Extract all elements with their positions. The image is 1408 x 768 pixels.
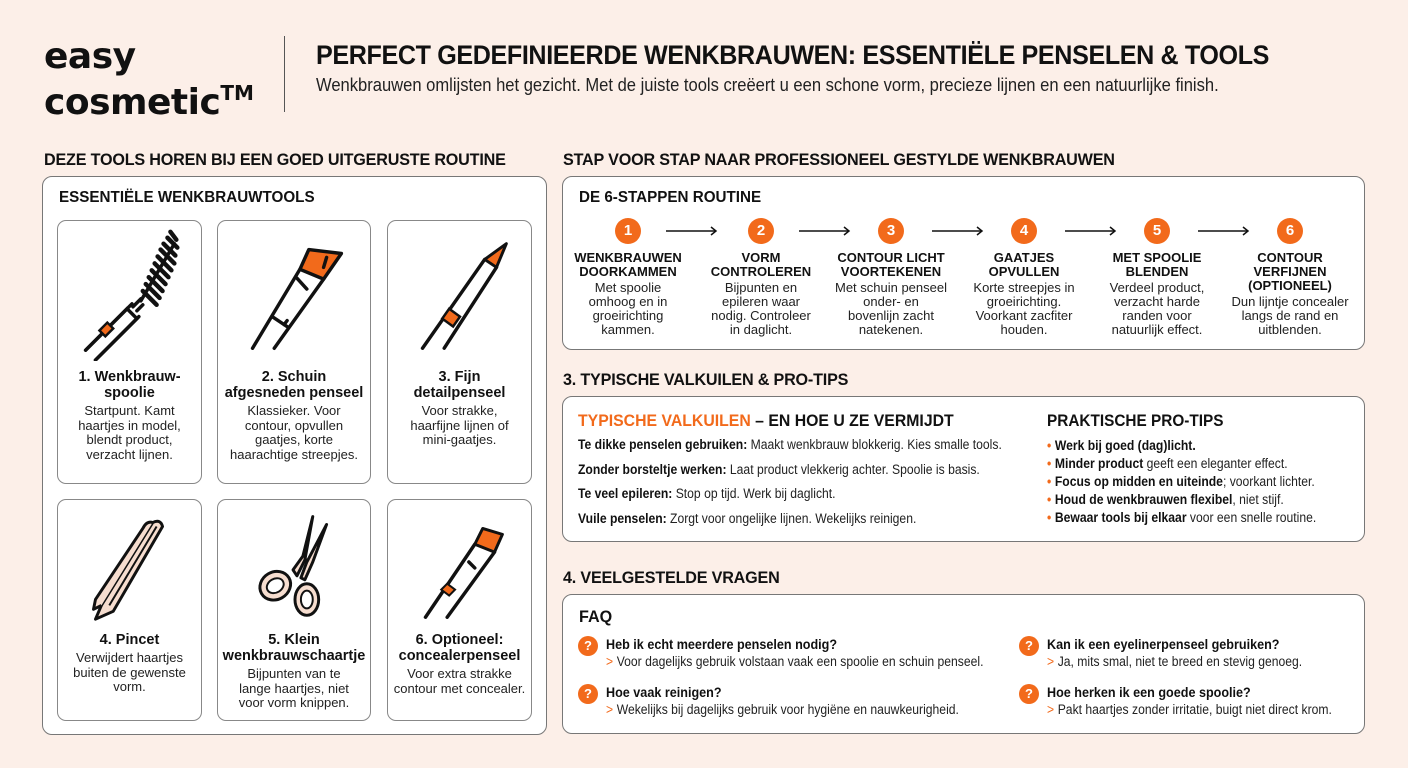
tool-description: Bijpunten van te lange haartjes, niet voor vorm knippen. bbox=[238, 666, 350, 710]
step-description: Verdeel product, verzacht harde randen voor natuurlijk effect. bbox=[1109, 280, 1205, 337]
scissors-icon bbox=[218, 500, 370, 625]
steps-section-heading: STAP VOOR STAP NAAR PROFESSIONEEL GESTYLDE WENKBRAUWEN bbox=[563, 150, 1115, 169]
faq-answer: > Wekelijks bij dagelijks gebruik voor hygiëne en nauwkeurigheid. bbox=[606, 702, 959, 717]
step-number-badge: 4 bbox=[1011, 218, 1037, 244]
pitfall-item: Te veel epileren: Stop op tijd. Werk bij daglicht. bbox=[578, 486, 836, 501]
step-title: CONTOUR LICHT VOORTEKENEN bbox=[837, 250, 945, 279]
tool-card-concealer-brush bbox=[387, 499, 532, 721]
step-description: Korte streepjes in groeirichting. Voorkant zacfiter houden. bbox=[973, 280, 1075, 337]
faq-answer: > Pakt haartjes zonder irritatie, buigt niet direct krom. bbox=[1047, 702, 1332, 717]
step-number-badge: 1 bbox=[615, 218, 641, 244]
bullet-icon: • bbox=[1047, 492, 1052, 507]
tool-name: 5. Klein wenkbrauwschaartje bbox=[222, 632, 366, 664]
tip-item: • Bewaar tools bij elkaar voor een snelle routine. bbox=[1047, 510, 1317, 525]
bullet-icon: • bbox=[1047, 510, 1052, 525]
tools-panel-title: ESSENTIËLE WENKBRAUWTOOLS bbox=[59, 189, 315, 206]
logo bbox=[44, 38, 254, 121]
tweezers-icon bbox=[58, 500, 201, 625]
step-title: MET SPOOLIE BLENDEN bbox=[1112, 250, 1202, 279]
tool-name: 3. Fijn detailpenseel bbox=[413, 369, 506, 401]
step-title: VORM CONTROLEREN bbox=[710, 250, 812, 279]
step-title: GAATJES OPVULLEN bbox=[988, 250, 1060, 279]
step-number-badge: 5 bbox=[1144, 218, 1170, 244]
question-icon: ? bbox=[1019, 636, 1039, 656]
faq-question: Hoe vaak reinigen? bbox=[606, 684, 722, 700]
bullet-icon: • bbox=[1047, 456, 1052, 471]
faq-answer: > Ja, mits smal, niet te breed en stevig genoeg. bbox=[1047, 654, 1303, 669]
tip-item: • Werk bij goed (dag)licht. bbox=[1047, 438, 1196, 453]
logo-tm: TM bbox=[220, 81, 254, 105]
tool-card-detail-brush bbox=[387, 220, 532, 484]
pitfall-item: Zonder borsteltje werken: Laat product vlekkerig achter. Spoolie is basis. bbox=[578, 462, 980, 477]
detail-brush-icon bbox=[388, 221, 531, 361]
tool-card-angled-brush bbox=[217, 220, 371, 484]
step-number-badge: 2 bbox=[748, 218, 774, 244]
spoolie-icon bbox=[58, 221, 201, 361]
faq-panel-title: FAQ bbox=[579, 607, 613, 626]
bullet-icon: • bbox=[1047, 438, 1052, 453]
step-6 bbox=[1225, 218, 1355, 337]
step-description: Bijpunten en epileren waar nodig. Controleer in daglicht. bbox=[711, 280, 811, 337]
pitfall-item: Vuile penselen: Zorgt voor ongelijke lijnen. Wekelijks reinigen. bbox=[578, 511, 917, 526]
faq-section-heading: 4. VEELGESTELDE VRAGEN bbox=[563, 568, 780, 587]
faq-item[interactable] bbox=[1019, 636, 1359, 672]
faq-answer: > Voor dagelijks gebruik volstaan vaak een spoolie en schuin penseel. bbox=[606, 654, 984, 669]
step-number-badge: 3 bbox=[878, 218, 904, 244]
logo-line2: cosmetic bbox=[44, 82, 221, 123]
faq-question: Hoe herken ik een goede spoolie? bbox=[1047, 684, 1251, 700]
step-title: WENKBRAUWEN DOORKAMMEN bbox=[574, 250, 682, 279]
step-description: Met spoolie omhoog en in groeirichting kammen. bbox=[588, 280, 668, 337]
pitfall-item: Te dikke penselen gebruiken: Maakt wenkbrauw blokkerig. Kies smalle tools. bbox=[578, 437, 1002, 452]
faq-item[interactable] bbox=[1019, 684, 1359, 720]
tool-name: 1. Wenkbrauw- spoolie bbox=[78, 369, 181, 401]
angled-brush-icon bbox=[218, 221, 370, 361]
tip-item: • Minder product geeft een eleganter effect. bbox=[1047, 456, 1288, 471]
step-description: Dun lijntje concealer langs de rand en uitblenden. bbox=[1231, 294, 1349, 337]
tool-card-spoolie bbox=[57, 220, 202, 484]
tips-title: PRAKTISCHE PRO-TIPS bbox=[1047, 412, 1224, 430]
steps-panel-title: DE 6-STAPPEN ROUTINE bbox=[579, 189, 762, 206]
tool-description: Voor strakke, haarfijne lijnen of mini-gaatjes. bbox=[410, 403, 509, 447]
step-description: Met schuin penseel onder- en bovenlijn zacht natekenen. bbox=[834, 280, 947, 337]
tool-name: 2. Schuin afgesneden penseel bbox=[224, 369, 364, 401]
tool-card-tweezers bbox=[57, 499, 202, 721]
page-title: PERFECT GEDEFINIEERDE WENKBRAUWEN: ESSENTIËLE PENSELEN & TOOLS bbox=[316, 40, 1270, 70]
tip-item: • Focus op midden en uiteinde; voorkant lichter. bbox=[1047, 474, 1315, 489]
faq-question: Kan ik een eyelinerpenseel gebruiken? bbox=[1047, 636, 1280, 652]
question-icon: ? bbox=[578, 636, 598, 656]
concealer-brush-icon bbox=[388, 500, 531, 625]
tool-description: Klassieker. Voor contour, opvullen gaatjes, korte haarachtige streepjes. bbox=[230, 403, 358, 462]
bullet-icon: • bbox=[1047, 474, 1052, 489]
header-divider bbox=[284, 36, 285, 112]
question-icon: ? bbox=[1019, 684, 1039, 704]
step-title: CONTOUR VERFIJNEN (OPTIONEEL) bbox=[1248, 250, 1332, 293]
logo-line1: easy bbox=[44, 36, 136, 77]
tool-name: 4. Pincet bbox=[99, 632, 160, 648]
step-number-badge: 6 bbox=[1277, 218, 1303, 244]
header bbox=[0, 0, 1408, 130]
tools-section-heading: DEZE TOOLS HOREN BIJ EEN GOED UITGERUSTE ROUTINE bbox=[44, 150, 506, 169]
tip-item: • Houd de wenkbrauwen flexibel, niet stijf. bbox=[1047, 492, 1284, 507]
tool-name: 6. Optioneel: concealerpenseel bbox=[398, 632, 521, 664]
question-icon: ? bbox=[578, 684, 598, 704]
tool-description: Verwijdert haartjes buiten de gewenste vorm. bbox=[73, 650, 186, 694]
tool-card-scissors bbox=[217, 499, 371, 721]
tool-description: Voor extra strakke contour met concealer. bbox=[393, 666, 526, 696]
faq-question: Heb ik echt meerdere penselen nodig? bbox=[606, 636, 838, 652]
faq-item[interactable] bbox=[578, 684, 1008, 720]
tool-description: Startpunt. Kamt haartjes in model, blendt product, verzacht lijnen. bbox=[78, 403, 181, 462]
pitfalls-section-heading: 3. TYPISCHE VALKUILEN & PRO-TIPS bbox=[563, 370, 849, 389]
faq-item[interactable] bbox=[578, 636, 1008, 672]
pitfalls-title: TYPISCHE VALKUILEN – EN HOE U ZE VERMIJDT bbox=[578, 411, 954, 430]
page-subtitle: Wenkbrauwen omlijsten het gezicht. Met de juiste tools creëert u een schone vorm, precieze lijnen en een natuurlijke finish. bbox=[316, 75, 1219, 95]
